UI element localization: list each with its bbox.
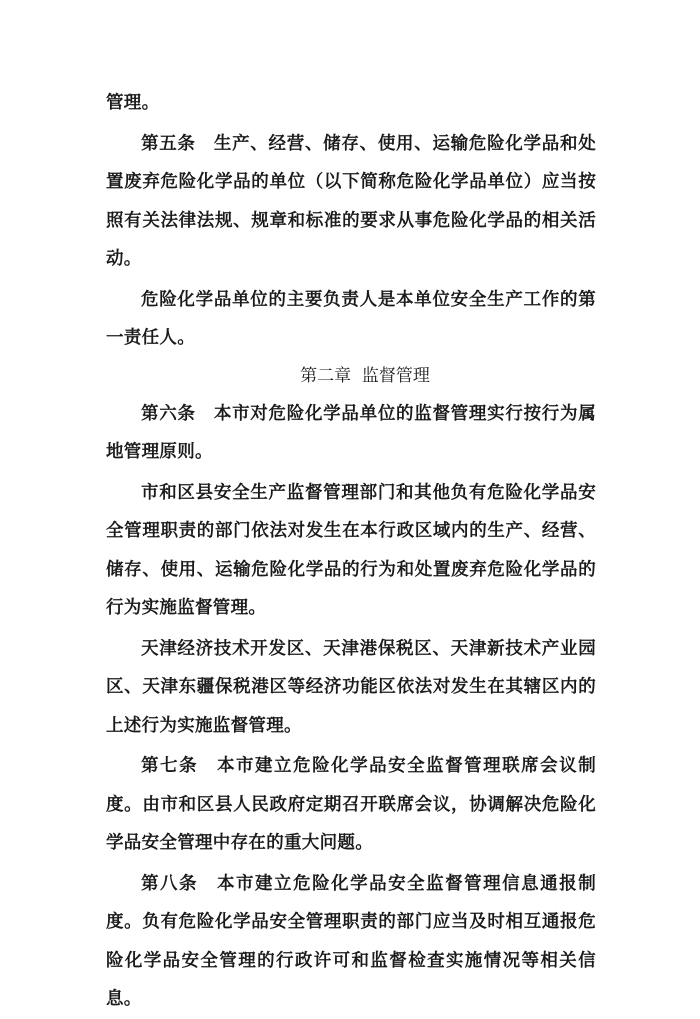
article-6-paragraph: 第六条 本市对危险化学品单位的监督管理实行按行为属地管理原则。	[106, 403, 596, 462]
article-6-departments-paragraph: 市和区县安全生产监督管理部门和其他负有危险化学品安全管理职责的部门依法对发生在本行政区域内的生产、经营、储存、使用、运输危险化学品的行为和处置废弃危险化学品的行为实施监督管理。	[106, 482, 596, 618]
chapter-heading: 第二章 监督管理	[300, 365, 430, 386]
article-7-paragraph: 第七条 本市建立危险化学品安全监督管理联席会议制度。由市和区县人民政府定期召开联席会议，协调解决危险化学品安全管理中存在的重大问题。	[106, 756, 596, 853]
article-5-paragraph: 第五条 生产、经营、储存、使用、运输危险化学品和处置废弃危险化学品的单位（以下简称危险化学品单位）应当按照有关法律法规、规章和标准的要求从事危险化学品的相关活动。	[106, 133, 596, 269]
paragraph-continuation: 管理。	[106, 93, 160, 113]
document-body	[106, 84, 596, 1019]
article-8-paragraph: 第八条 本市建立危险化学品安全监督管理信息通报制度。负有危险化学品安全管理职责的部门应当及时相互通报危险化学品安全管理的行政许可和监督检查实施情况等相关信息。	[106, 873, 596, 1009]
article-6-zones-paragraph: 天津经济技术开发区、天津港保税区、天津新技术产业园区、天津东疆保税港区等经济功能区依法对发生在其辖区内的上述行为实施监督管理。	[106, 638, 596, 736]
article-5-responsibility-paragraph: 危险化学品单位的主要负责人是本单位安全生产工作的第一责任人。	[106, 289, 596, 348]
